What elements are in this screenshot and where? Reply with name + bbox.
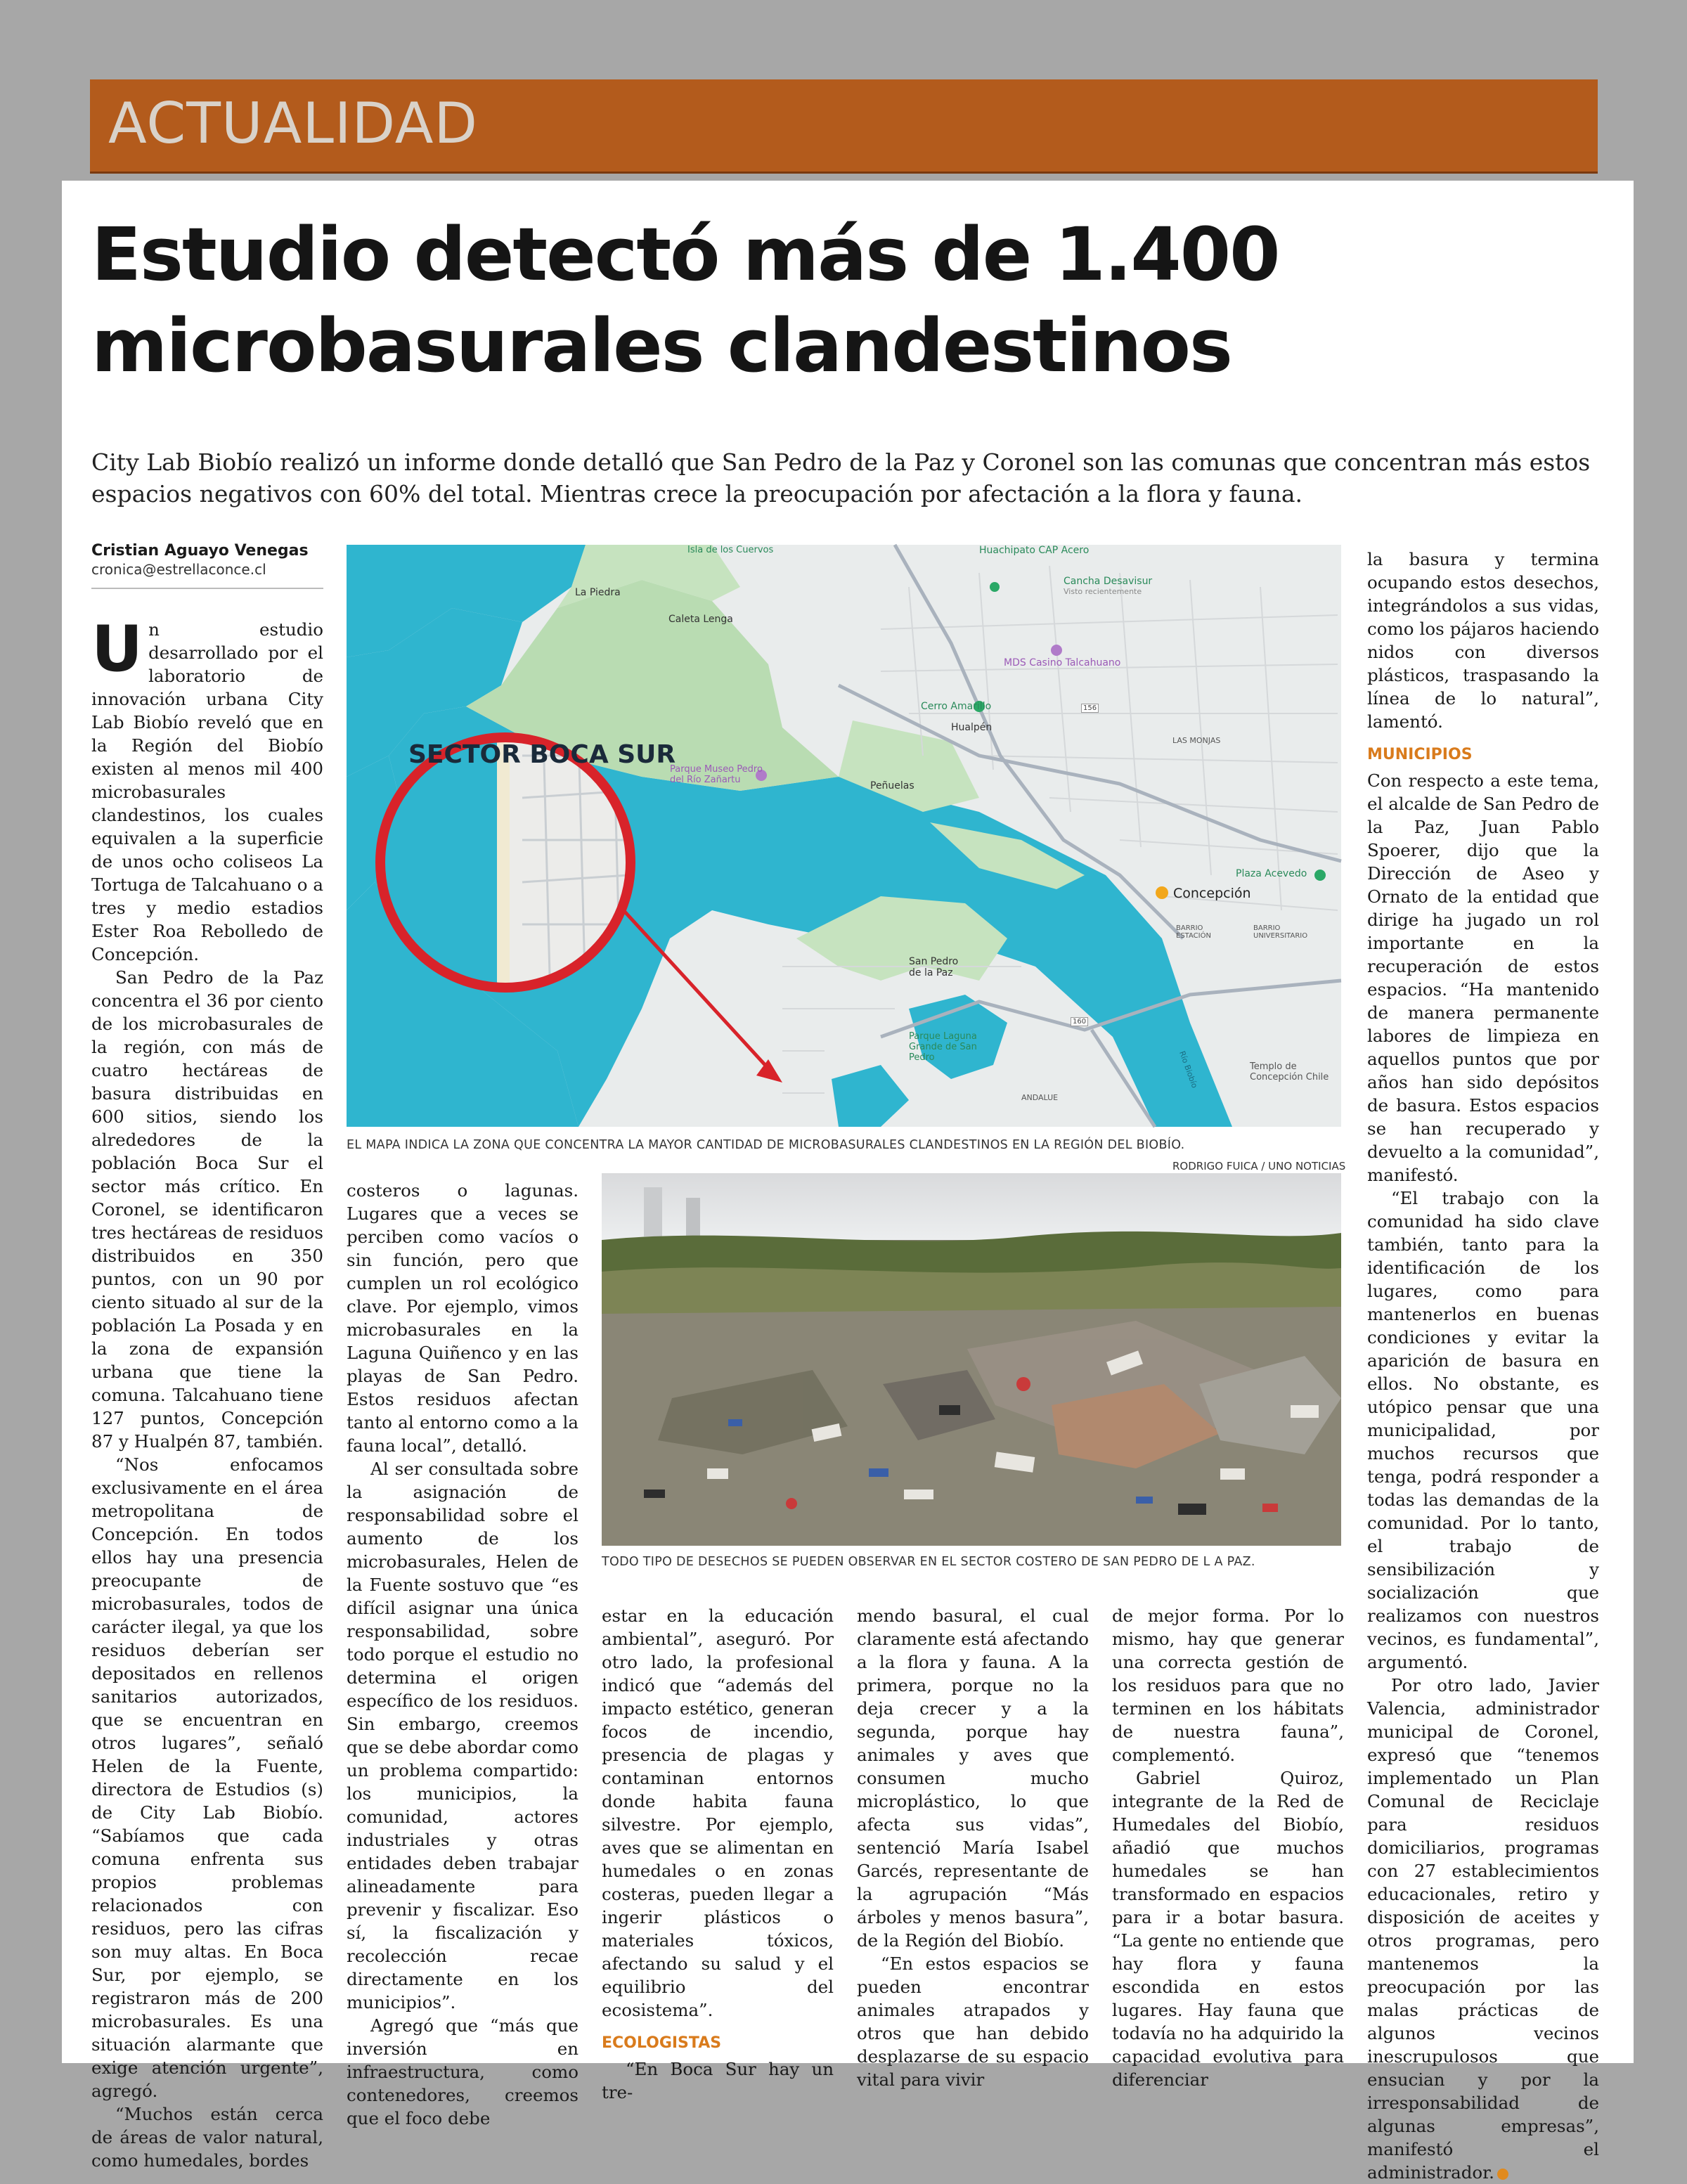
paragraph: de mejor forma. Por lo mismo, hay que generar una correcta gestión de los residuos para que no terminen en los hábitats de nuestra fauna”, complementó. <box>1112 1605 1344 1765</box>
map-label-parque-laguna: Parque Laguna Grande de San Pedro <box>909 1031 977 1063</box>
paragraph: Agregó que “más que inversión en infraestructura, como contenedores, creemos que el foco debe <box>347 2015 579 2128</box>
section-bar <box>90 79 1598 174</box>
section-label: ACTUALIDAD <box>108 91 479 156</box>
paragraph: “En Boca Sur hay un tre- <box>602 2059 834 2102</box>
end-mark-icon <box>1497 2169 1508 2180</box>
photo-caption: TODO TIPO DE DESECHOS SE PUEDEN OBSERVAR EN EL SECTOR COSTERO DE SAN PEDRO DE L A PAZ. <box>602 1555 1255 1569</box>
map-label-parque-museo: Parque Museo Pedro del Río Zañartu <box>670 764 763 785</box>
map-label-penuelas: Peñuelas <box>870 780 914 791</box>
paragraph <box>91 612 323 966</box>
map-label-mds: MDS Casino Talcahuano <box>1004 657 1121 668</box>
deck: City Lab Biobío realizó un informe donde detalló que San Pedro de la Paz y Coronel son las comunas que concentran más estos espacios negativos con 60% del total. Mientras crece la preocupación por afectación a la flora y fauna. <box>91 448 1591 508</box>
subhead-ecologistas: ECOLOGISTAS <box>602 2034 722 2052</box>
map-label-cerro-amarillo: Cerro Amarillo <box>921 701 992 712</box>
map-label-hualpen: Hualpén <box>951 722 993 733</box>
paragraph-text: n estudio desarrollado por el laboratorio de innovación urbana City Lab Biobío reveló que en la Región del Biobío existen al menos mil 400 microbasurales clandestinos, los cuales equivalen a la superficie de unos ocho coliseos La Tortuga de Talcahuano o a tres y medio estadios Ester Roa Rebolledo de Concepción. <box>91 619 323 964</box>
map-caption: EL MAPA INDICA LA ZONA QUE CONCENTRA LA MAYOR CANTIDAD DE MICROBASURALES CLANDESTINOS EN LA REGIÓN DEL BIOBÍO. <box>347 1138 1185 1152</box>
headline: Estudio detectó más de 1.400 microbasurales clandestinos <box>91 212 1279 389</box>
paragraph <box>1367 1674 1599 2184</box>
article-column-5 <box>1112 1604 1344 2090</box>
drop-cap: U <box>91 612 143 686</box>
paragraph: mendo basural, el cual claramente está afectando a la flora y fauna. A la primera, porque no la deja crecer y a la segunda, porque hay animales y aves que consumen mucho microplástico, lo que afecta sus vidas”, sentenció María Isabel Garcés, representante de la agrupación “Más árboles y menos basura”, de la Región del Biobío. <box>857 1605 1089 1951</box>
map-label-andalue: ANDALUE <box>1021 1093 1059 1102</box>
map-label-rio-biobio: Río Biobío <box>1177 1049 1200 1090</box>
byline <box>91 542 323 589</box>
article-page <box>62 181 1634 2183</box>
paragraph: la basura y termina ocupando estos desechos, integrándolos a sus vidas, como los pájaros haciendo nidos con diversos plásticos, traspasando la línea de lo natural”, lamentó. <box>1367 549 1599 732</box>
paragraph: “Nos enfocamos exclusivamente en el área metropolitana de Concepción. En todos ellos hay una presencia preocupante de microbasurales, todos de carácter ilegal, ya que los residuos deberían ser depositados en rellenos sanitarios autorizados, que se encuentran en otros lugares”, señaló Helen de la Fuente, directora de Estudios (s) de City Lab Biobío. “Sabíamos que cada comuna enfrenta sus propios problemas relacionados con residuos, pero las cifras son muy altas. En Boca Sur, por ejemplo, se registraron más de 200 microbasurales. Es una situación alarmante que exige atención urgente”, agregó. <box>91 1454 323 2101</box>
article-column-6 <box>1367 548 1599 2183</box>
paragraph: estar en la educación ambiental”, aseguró. Por otro lado, la profesional indicó que “además del impacto estético, generan focos de incendio, presencia de plagas y contaminan entornos donde habita fauna silvestre. Por ejemplo, aves que se alimentan en humedales o en zonas costeras, pueden llegar a ingerir plásticos o materiales tóxicos, afectando su salud y el equilibrio del ecosistema”. <box>602 1605 834 2020</box>
map-label-plaza-acevedo: Plaza Acevedo <box>1236 868 1307 879</box>
paragraph: costeros o lagunas. Lugares que a veces se perciben como vacíos o sin función, pero que cumplen un rol ecológico clave. Por ejemplo, vimos microbasurales en la Laguna Quiñenco y en las playas de San Pedro. Estos residuos afectan tanto al entorno como a la fauna local”, detalló. <box>347 1180 579 1456</box>
article-column-4 <box>857 1604 1089 2090</box>
map-label-caleta-lenga: Caleta Lenga <box>668 614 733 625</box>
article-column-1 <box>91 612 323 2171</box>
map-label-las-monjas: LAS MONJAS <box>1172 736 1221 745</box>
byline-email: cronica@estrellaconce.cl <box>91 561 266 578</box>
byline-author: Cristian Aguayo Venegas <box>91 542 309 560</box>
photo-figure <box>602 1173 1341 1546</box>
paragraph: “Muchos están cerca de áreas de valor natural, como humedales, bordes <box>91 2104 323 2171</box>
paragraph: “En estos espacios se pueden encontrar animales atrapados y otros que han debido desplazarse de su espacio vital para vivir <box>857 1953 1089 2090</box>
subhead-municipios: MUNICIPIOS <box>1367 746 1473 763</box>
photo-credit: RODRIGO FUICA / UNO NOTICIAS <box>1172 1160 1346 1172</box>
trash-photo <box>602 1173 1341 1546</box>
map-label-concepcion: Concepción <box>1173 886 1251 901</box>
map-title: SECTOR BOCA SUR <box>408 740 676 769</box>
paragraph: Gabriel Quiroz, integrante de la Red de Humedales del Biobío, añadió que muchos humedales se han transformado en espacios para ir a botar basura. “La gente no entiende que hay flora y fauna escondida en estos lugares. Hay fauna que todavía no ha adquirido la capacidad evolutiva para diferenciar <box>1112 1768 1344 2090</box>
map-figure <box>347 545 1341 1127</box>
map-label-san-pedro: San Pedro de la Paz <box>909 956 959 978</box>
map-label-templo: Templo de Concepción Chile <box>1250 1061 1329 1083</box>
map-label-huachipato: Huachipato CAP Acero <box>979 545 1090 556</box>
map-label-barrio-estacion: BARRIO ESTACIÓN <box>1176 924 1211 940</box>
paragraph-text: Por otro lado, Javier Valencia, administrador municipal de Coronel, expresó que “tenemos implementado un Plan Comunal de Reciclaje para residuos domiciliarios, programas con 27 establecimientos educacionales, retiro y disposición de aceites y otros programas, pero mantenemos la preocupación por las malas prácticas de algunos vecinos inescrupulosos que ensucian y por la irresponsabilidad de algunas empresas”, manifestó el administrador. <box>1367 1675 1599 2183</box>
map-label-cancha-sub: Visto recientemente <box>1064 587 1142 596</box>
map-route-160: 160 <box>1071 1017 1088 1026</box>
map-label-barrio-universitario: BARRIO UNIVERSITARIO <box>1253 924 1308 940</box>
paragraph: Con respecto a este tema, el alcalde de San Pedro de la Paz, Juan Pablo Spoerer, dijo que la Dirección de Aseo y Ornato de la entidad que dirige ha jugado un rol importante en la recuperación de estos espacios. “Ha mantenido de manera permanente labores de limpieza en aquellos puntos que por años han sido depósitos de basura. Estos espacios se han recuperado y devuelto a la comunidad”, manifestó. <box>1367 770 1599 1185</box>
map-label-la-piedra: La Piedra <box>575 587 621 598</box>
article-column-2 <box>347 1179 579 2128</box>
map-graphic <box>347 545 1341 1127</box>
map-route-156: 156 <box>1081 704 1099 713</box>
map-label-cancha: Cancha Desavisur <box>1064 576 1153 587</box>
paragraph: “El trabajo con la comunidad ha sido clave también, tanto para la identificación de los lugares, como para mantenerlos en buenas condiciones y evitar la aparición de basura en ellos. No obstante, es utópico pensar que una municipalidad, por muchos recursos que tenga, podrá responder a todas las demandas de la comunidad. Por lo tanto, el trabajo de sensibilización y socialización que realizamos con nuestros vecinos, es fundamental”, argumentó. <box>1367 1188 1599 1672</box>
map-label-isla: Isla de los Cuervos <box>687 545 774 555</box>
paragraph: Al ser consultada sobre la asignación de responsabilidad sobre el aumento de los microbasurales, Helen de la Fuente sostuvo que “es difícil asignar una única responsabilidad, sobre todo porque el estudio no determina el origen específico de los residuos. Sin embargo, creemos que se debe abordar como un problema compartido: los municipios, la comunidad, actores industriales y otras entidades deben trabajar alineadamente para prevenir y fiscalizar. Eso sí, la fiscalización y recolección recae directamente en los municipios”. <box>347 1459 579 2012</box>
article-column-3 <box>602 1604 834 2102</box>
paragraph: San Pedro de la Paz concentra el 36 por ciento de los microbasurales de la región, con más de cuatro hectáreas de basura distribuidas en 600 sitios, siendo los alrededores de la población Boca Sur el sector más crítico. En Coronel, se identificaron tres hectáreas de residuos distribuidos en 350 puntos, con un 90 por ciento situado al sur de la población La Posada y en la zona de expansión urbana que tiene la comuna. Talcahuano tiene 127 puntos, Concepción 87 y Hualpén 87, también. <box>91 967 323 1452</box>
